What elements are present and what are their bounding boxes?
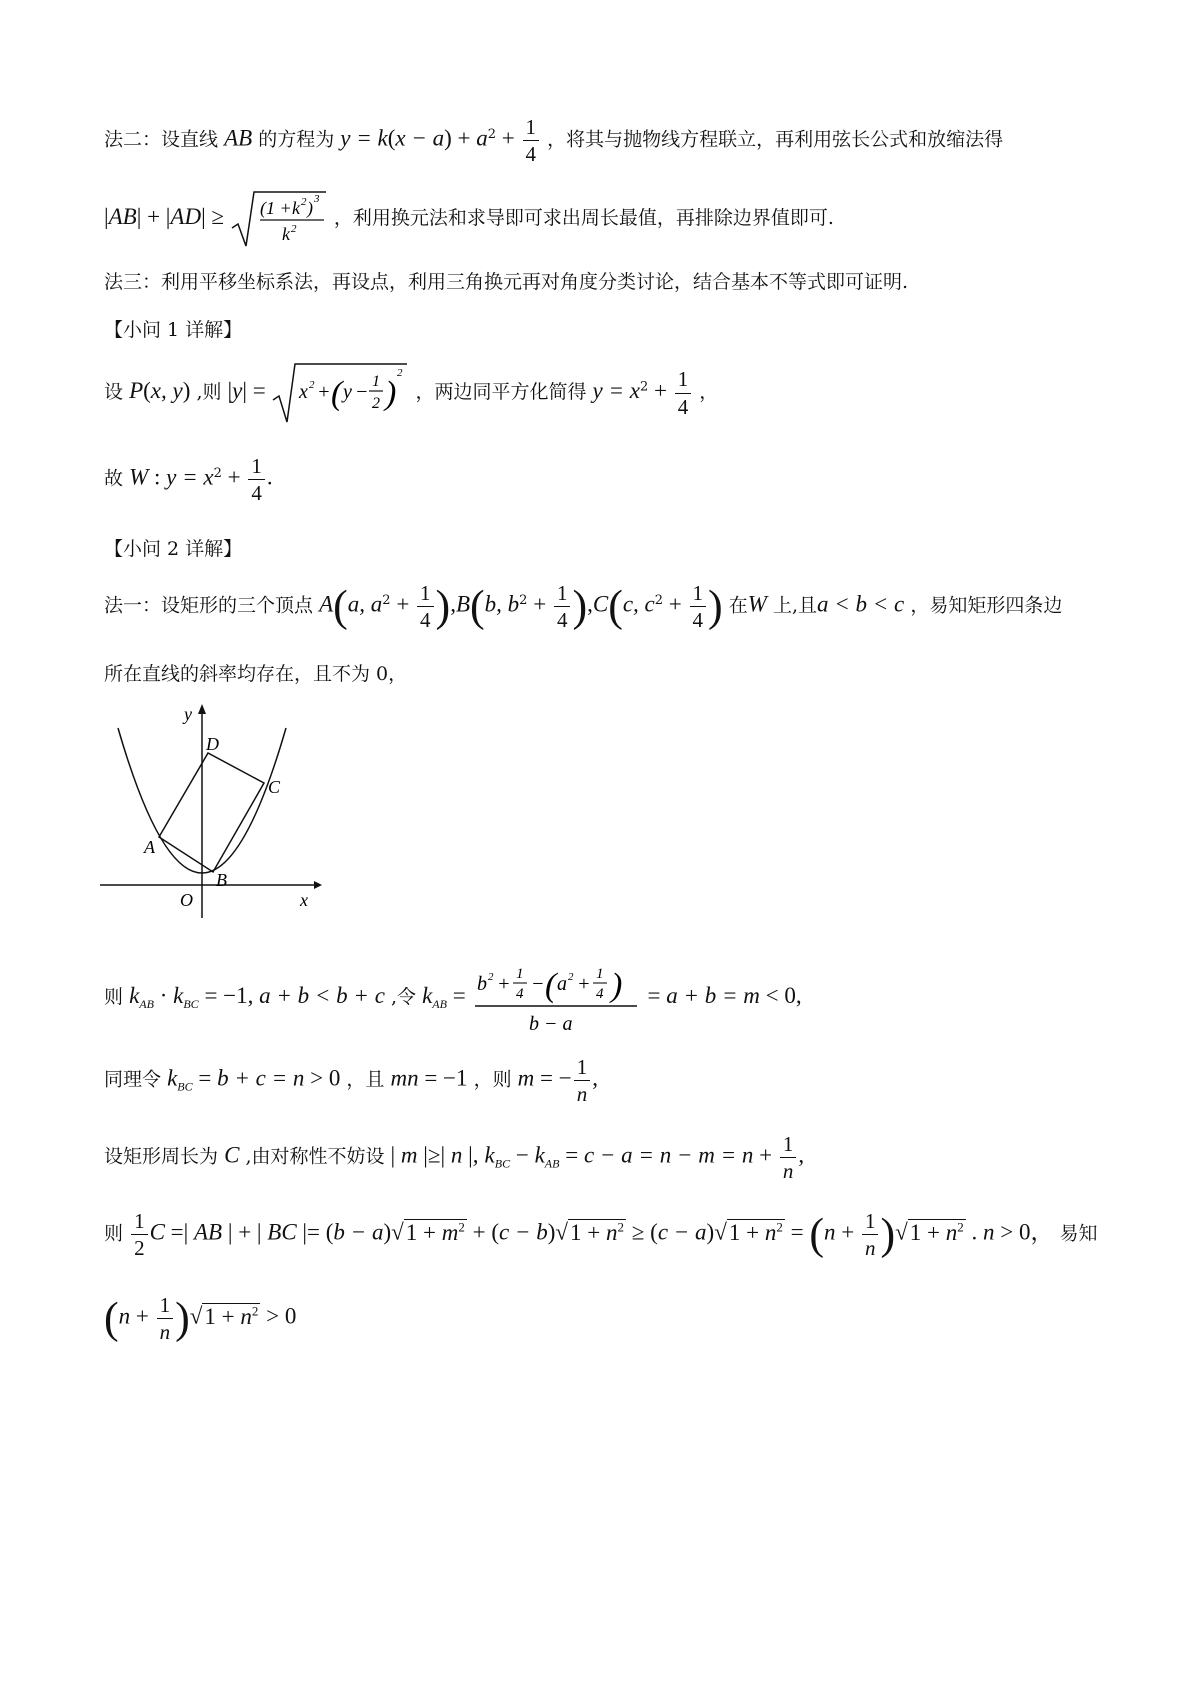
svg-text:(1 +: (1 + [259, 198, 292, 218]
label-A: A [144, 837, 155, 857]
text: 设矩形周长为 [104, 1145, 219, 1168]
svg-text:+: + [317, 381, 331, 403]
text: ， [699, 381, 719, 403]
svg-text:2: 2 [372, 395, 381, 412]
svg-text:): ) [385, 375, 397, 412]
q2-line5: 设矩形周长为 C ,由对称性不妨设 | m |≥| n |, $k_{BC} - k_{AB} = c - a = n - m = n$ + $\frac{1}{n}$ , [104, 1132, 805, 1184]
svg-text:2: 2 [488, 971, 494, 983]
text: 则 [104, 986, 124, 1008]
svg-text:+: + [497, 973, 511, 995]
label-C: C [268, 777, 281, 797]
q2-line6: 则 $\frac{1}{2}$ C =| AB | + | BC |= $(b - a)√1 + m^2 + (c - b)√1 + n^2 \ge (c - a)√1 + n^2 = (n$ + $\frac{1}{n}$ )$√1 + n^2$ . n > 0， 易知 [104, 1209, 1098, 1261]
svg-text:): ) [306, 198, 313, 218]
svg-text:3: 3 [313, 193, 320, 205]
text: 设 [104, 381, 124, 403]
svg-text:a: a [557, 973, 568, 995]
svg-text:2: 2 [309, 379, 315, 391]
label-x: x [300, 890, 308, 910]
svg-text:2: 2 [568, 971, 574, 983]
text: ,则 [196, 381, 222, 403]
text: 故 [104, 467, 124, 490]
svg-text:−: − [531, 973, 545, 995]
text: 的方程为 [258, 128, 335, 151]
slope-fraction [471, 960, 641, 1036]
svg-text:+: + [577, 973, 591, 995]
label-B: B [216, 870, 227, 890]
text: 同理令 [104, 1068, 162, 1091]
label-D: D [206, 734, 219, 754]
sqrt-fraction [230, 190, 328, 248]
svg-text:1: 1 [516, 966, 524, 982]
svg-text:1: 1 [372, 373, 381, 390]
svg-text:1: 1 [596, 966, 604, 982]
text: ，易知矩形四条边 [910, 594, 1063, 617]
text: 法二：设直线 [104, 128, 219, 151]
text: ，且 [346, 1068, 385, 1091]
text: 法一：设矩形的三个顶点 [104, 594, 314, 617]
svg-text:): ) [611, 967, 623, 1004]
x-axis-arrow [314, 881, 322, 889]
text: ，利用换元法和求导即可求出周长最值，再排除边界值即可. [333, 207, 834, 229]
method2-line1: 法二：设直线 AB 的方程为 $y = k(x - a) + a^2$ + $\frac{1}{4}$ ，将其与抛物线方程联立，再利用弦长公式和放缩法得 [104, 115, 1004, 167]
text: ，将其与抛物线方程联立，再利用弦长公式和放缩法得 [547, 128, 1004, 151]
svg-text:2: 2 [300, 196, 307, 208]
svg-text:(: ( [545, 967, 557, 1004]
sqrt-expression [271, 362, 409, 424]
q2-heading: 【小问 2 详解】 [104, 538, 243, 560]
fraction: $\frac{1}{4}$ [523, 116, 540, 165]
method2-line2: |AB| + |AD| ≥ (1 + k 2 ) 3 k 2 ，利用换元法和求导即可求出周长最值，再排除边界值即可. [104, 190, 834, 248]
q2-line4: 同理令 $k_{BC} = b + c = n > 0$ ，且 mn = −1 ，则 m = − $\frac{1}{n}$ , [104, 1055, 598, 1107]
svg-text:k: k [291, 198, 300, 218]
label-y: y [184, 704, 192, 724]
svg-text:4: 4 [516, 986, 524, 1002]
text: ,由对称性不妨设 [245, 1145, 385, 1168]
parabola-rectangle-figure [96, 700, 326, 920]
svg-text:2: 2 [290, 223, 297, 235]
svg-text:4: 4 [596, 986, 604, 1002]
fraction: $\frac{1}{4}$ [675, 368, 692, 417]
svg-text:x: x [299, 381, 309, 403]
text: 上,且 [772, 594, 818, 617]
q2-line2: 所在直线的斜率均存在，且不为 0， [104, 663, 408, 685]
svg-text:b − a: b − a [529, 1013, 573, 1035]
text: ，两边同平方化简得 [415, 381, 587, 403]
q1-line2: 故 W : $y = x^2$ + $\frac{1}{4}$ . [104, 454, 273, 506]
label-O: O [180, 890, 193, 910]
q2-line1: 法一：设矩形的三个顶点 A(a, $a^2$ + $\frac{1}{4}$ ),B(b, $b^2$ + $\frac{1}{4}$ ),C(c, $c^2$ + $\frac{1}{4}$ ) 在W 上,且a < b < c ，易知矩形四条边 [104, 581, 1063, 633]
text: ,令 [390, 986, 417, 1008]
rectangle-ABCD [159, 753, 264, 872]
svg-text:y: y [343, 381, 353, 403]
math-AB: AB [224, 125, 253, 151]
text: 易知 [1059, 1222, 1098, 1245]
text: ，则 [473, 1068, 512, 1091]
y-axis-arrow [198, 704, 206, 714]
text: 则 [104, 1222, 124, 1245]
math-line-eq: y = k [340, 125, 388, 151]
q2-line7: (n + $\frac{1}{n}$ )$√1 + n^2 > 0$ [104, 1293, 297, 1345]
q1-line1: 设 P(x, y) ,则 |y| = x 2 + ( y − 1 2 ) 2 ，两边同平方化简得 $y = x^2$ + $\frac{1}{4}$ ， [104, 362, 718, 424]
svg-text:2: 2 [397, 367, 403, 379]
text: 在 [728, 594, 748, 617]
q2-line3: 则 $k_{AB} \cdot k_{BC} = -1$, a + b < b + c ,令 $k_{AB}$ = b 2 + 1 4 − ( a 2 + 1 4 ) b − a = a + b = m < 0, [104, 960, 802, 1036]
q1-heading: 【小问 1 详解】 [104, 319, 243, 341]
svg-text:−: − [355, 381, 369, 403]
svg-text:b: b [477, 973, 488, 995]
method3-line: 法三：利用平移坐标系法，再设点，利用三角换元再对角度分类讨论，结合基本不等式即可证明. [104, 271, 909, 293]
svg-text:k: k [281, 224, 290, 244]
svg-text:(: ( [331, 375, 343, 412]
fraction: $\frac{1}{4}$ [248, 455, 265, 504]
